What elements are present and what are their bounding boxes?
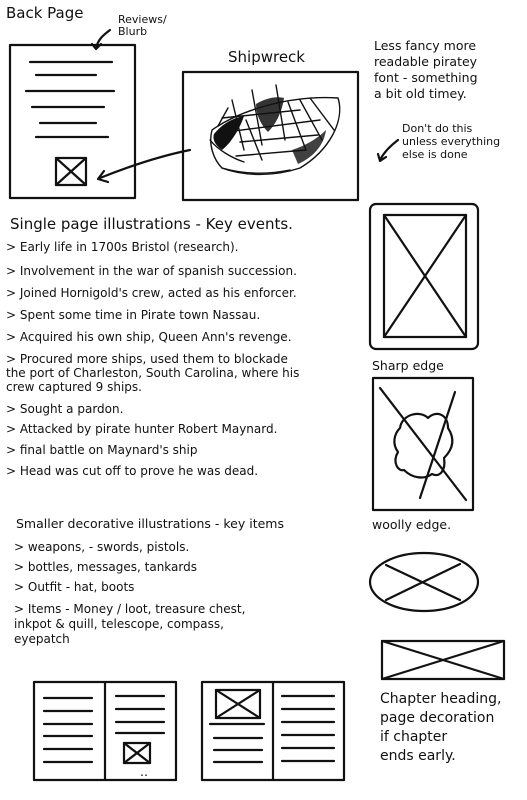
key-events-list — [6, 240, 366, 478]
chapter-heading-note: Chapter heading, page decoration if chapter ends early. — [380, 691, 502, 764]
list-item: > Attacked by pirate hunter Robert Maynard. — [6, 422, 278, 436]
shipwreck-title: Shipwreck — [228, 48, 305, 66]
back-page-arrow — [100, 150, 190, 178]
back-page-frame — [10, 45, 135, 198]
list-item: > final battle on Maynard's ship — [6, 443, 198, 457]
list-item: > Head was cut off to prove he was dead. — [6, 464, 259, 478]
do-later-note: Don't do this unless everything else is done — [402, 122, 501, 161]
list-item: > Acquired his own ship, Queen Ann's revenge. — [6, 330, 292, 344]
woolly-edge-label: woolly edge. — [372, 517, 452, 532]
list-item: > bottles, messages, tankards — [14, 560, 197, 574]
font-note: Less fancy more readable piratey font - something a bit old timey. — [374, 38, 478, 101]
shipwreck-shading — [213, 97, 326, 164]
back-page-title: Back Page — [6, 4, 84, 22]
list-item: > Early life in 1700s Bristol (research). — [6, 240, 239, 254]
list-item: > Procured more ships, used them to blockade the port of Charleston, South Carolina, where his crew captured 9 ships. — [6, 352, 300, 394]
list-item: > weapons, - swords, pistols. — [14, 540, 190, 554]
list-item: > Sought a pardon. — [6, 402, 124, 416]
key-events-heading: Single page illustrations - Key events. — [10, 215, 293, 233]
list-item: > Involvement in the war of spanish succession. — [6, 264, 297, 278]
list-item: > Spent some time in Pirate town Nassau. — [6, 308, 261, 322]
key-items-list — [14, 540, 364, 646]
sharp-edge-label: Sharp edge — [372, 358, 444, 373]
page-marker: .. — [140, 764, 148, 779]
list-item: > Outfit - hat, boots — [14, 580, 135, 594]
do-later-arrow — [380, 140, 398, 160]
list-item: > Items - Money / loot, treasure chest, inkpot & quill, telescope, compass, eyepatch — [14, 602, 246, 646]
reviews-blurb-label: Reviews/ Blurb — [118, 13, 167, 38]
list-item: > Joined Hornigold's crew, acted as his enforcer. — [6, 286, 297, 300]
key-items-heading: Smaller decorative illustrations - key items — [16, 516, 284, 531]
